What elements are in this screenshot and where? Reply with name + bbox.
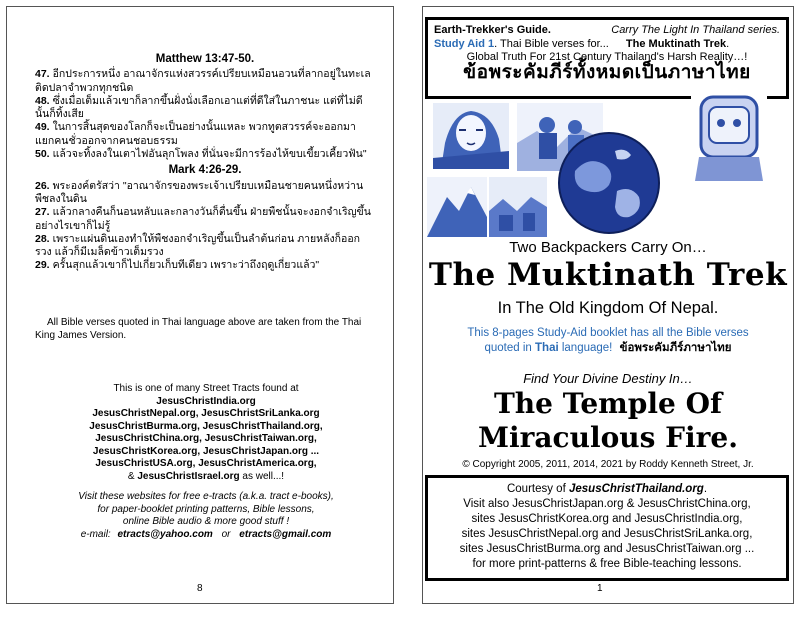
title-box-line-2: Study Aid 1. Thai Bible verses for... The Muktinath Trek. <box>434 37 730 50</box>
left-page <box>6 6 394 604</box>
mark-heading: Mark 4:26-29. <box>168 164 242 177</box>
tract-site-line: JesusChristUSA.org, JesusChristAmerica.org, <box>95 458 317 469</box>
study-aid-label: Study Aid 1 <box>434 37 495 50</box>
tract-site-line: JesusChristNepal.org, JesusChristSriLanka.org <box>92 408 320 419</box>
tract-site-last-line: & JesusChristIsrael.org as well...! <box>127 470 285 482</box>
tract-site-line: JesusChristChina.org, JesusChristTaiwan.org, <box>95 433 317 444</box>
matthew-heading: Matthew 13:47-50. <box>155 53 255 65</box>
tract-site-line: JesusChristIndia.org <box>156 395 256 407</box>
verse-block <box>35 51 375 273</box>
verse-47: 47. อีกประการหนึ่ง อาณาจักรแห่งสวรรค์เปรียบเหมือนอวนที่ลากอยู่ในทะเล ติดปลาจำพวกทุกชนิด <box>35 68 371 94</box>
copyright-notice: © Copyright 2005, 2011, 2014, 2021 by Roddy Kenneth Street, Jr. <box>462 459 754 470</box>
street-tracts-list <box>51 383 361 483</box>
series-label: Carry The Light In Thailand series. <box>611 24 780 36</box>
temple-title: The Temple Of Miraculous Fire. <box>478 387 738 454</box>
translation-note: All Bible verses quoted in Thai language above are taken from the Thai King James Version. <box>35 317 362 341</box>
thailand-site-link[interactable]: JesusChristThailand.org <box>568 483 704 495</box>
study-aid-description: This 8-pages Study-Aid booklet has all the Bible verses quoted in Thai language! ข้อพระคัมภีร์ภาษาไทย <box>467 327 749 354</box>
verse-26: 26. พระองค์ตรัสว่า "อาณาจักรของพระเจ้าเปรียบเหมือนชายคนหนึ่งหว่านพืชลงในดิน <box>35 179 364 205</box>
tracts-intro: This is one of many Street Tracts found at <box>113 383 299 394</box>
right-page <box>422 6 794 604</box>
tract-site-line: JesusChristKorea.org, JesusChristJapan.org ... <box>92 445 320 457</box>
trek-label: The Muktinath Trek <box>625 37 727 50</box>
global-truth-line: Global Truth For 21st Century Thailand's Harsh Reality…! <box>466 51 748 63</box>
thai-title: ข้อพระคัมภีร์ทั้งหมดเป็นภาษาไทย <box>463 61 751 83</box>
visit-websites-text: Visit these websites for free e-tracts (a.k.a. tract e-books), for paper-booklet printing patterns, Bible lessons, online Bible audio & more good stuff ! e-mail: etracts@yahoo.com or etracts@gmail.com <box>51 491 361 541</box>
title-box-line-1 <box>434 24 780 38</box>
israel-link[interactable]: JesusChristIsrael.org <box>137 470 240 482</box>
email-line: e-mail: etracts@yahoo.com or etracts@gmail.com <box>80 528 332 540</box>
old-kingdom-subtitle: In The Old Kingdom Of Nepal. <box>497 299 719 317</box>
mountain-climber-illustration <box>427 177 487 237</box>
woman-portrait-illustration <box>433 103 509 169</box>
courtesy-line: Courtesy of JesusChristThailand.org. <box>506 483 708 495</box>
earth-globe-illustration <box>557 131 661 235</box>
email-yahoo-link[interactable]: etracts@yahoo.com <box>117 528 213 540</box>
verse-49: 49. ในการสิ้นสุดของโลกก็จะเป็นอย่างนั้นแหละ พวกทูตสวรรค์จะออกมาแยกคนชั่วออกจากคนชอบธรรม <box>35 121 356 147</box>
courtesy-sites-line: sites JesusChristBurma.org and JesusChristTaiwan.org ... <box>459 543 755 555</box>
guide-label: Earth-Trekker's Guide. <box>434 24 551 36</box>
village-scene-illustration <box>489 177 547 237</box>
verse-27: 27. แล้วกลางคืนก็นอนหลับและกลางวันก็ตื่นขึ้น ฝ่ายพืชนั้นจะงอกจำเริญขึ้นอย่างไรเขาก็ไม่รู้ <box>35 206 371 232</box>
destiny-subtitle: Find Your Divine Destiny In… <box>523 371 693 386</box>
tract-site-line: JesusChristBurma.org, JesusChristThailand.org, <box>89 420 323 432</box>
verse-28: 28. เพราะแผ่นดินเองทำให้พืชงอกจำเริญขึ้นเป็นลำต้นก่อน ภายหลังก็ออกรวง แล้วก็มีเมล็ดข้าวเต็มรวง <box>35 232 360 259</box>
courtesy-sites-line: sites JesusChristKorea.org and JesusChristIndia.org, <box>471 513 743 525</box>
astronaut-illustration <box>691 93 767 181</box>
two-backpackers-subtitle: Two Backpackers Carry On… <box>509 239 707 256</box>
courtesy-footer-line: for more print-patterns & free Bible-teaching lessons. <box>472 558 742 570</box>
main-title: The Muktinath Trek <box>428 257 788 293</box>
page-number-right: 1 <box>597 583 603 594</box>
verse-50: 50. แล้วจะทิ้งลงในเตาไฟอันลุกโพลง ที่นั่นจะมีการร้องไห้ขบเขี้ยวเคี้ยวฟัน" <box>35 148 367 161</box>
courtesy-sites-line: Visit also JesusChristJapan.org & JesusChristChina.org, <box>463 498 751 510</box>
page-number-left: 8 <box>197 583 203 594</box>
courtesy-box <box>425 475 789 581</box>
verse-48: 48. ซึ่งเมื่อเต็มแล้วเขาก็ลากขึ้นฝั่งนั่งเลือกเอาแต่ที่ดีใส่ในภาชนะ แต่ที่ไม่ดีนั้นก็ทิ้งเสีย <box>35 94 363 121</box>
verse-29: 29. ครั้นสุกแล้วเขาก็ไปเกี่ยวเก็บทีเดียว เพราะว่าถึงฤดูเกี่ยวแล้ว" <box>35 259 320 272</box>
courtesy-sites-line: sites JesusChristNepal.org and JesusChristSriLanka.org, <box>461 528 753 540</box>
title-box <box>425 17 789 99</box>
email-gmail-link[interactable]: etracts@gmail.com <box>239 528 332 540</box>
